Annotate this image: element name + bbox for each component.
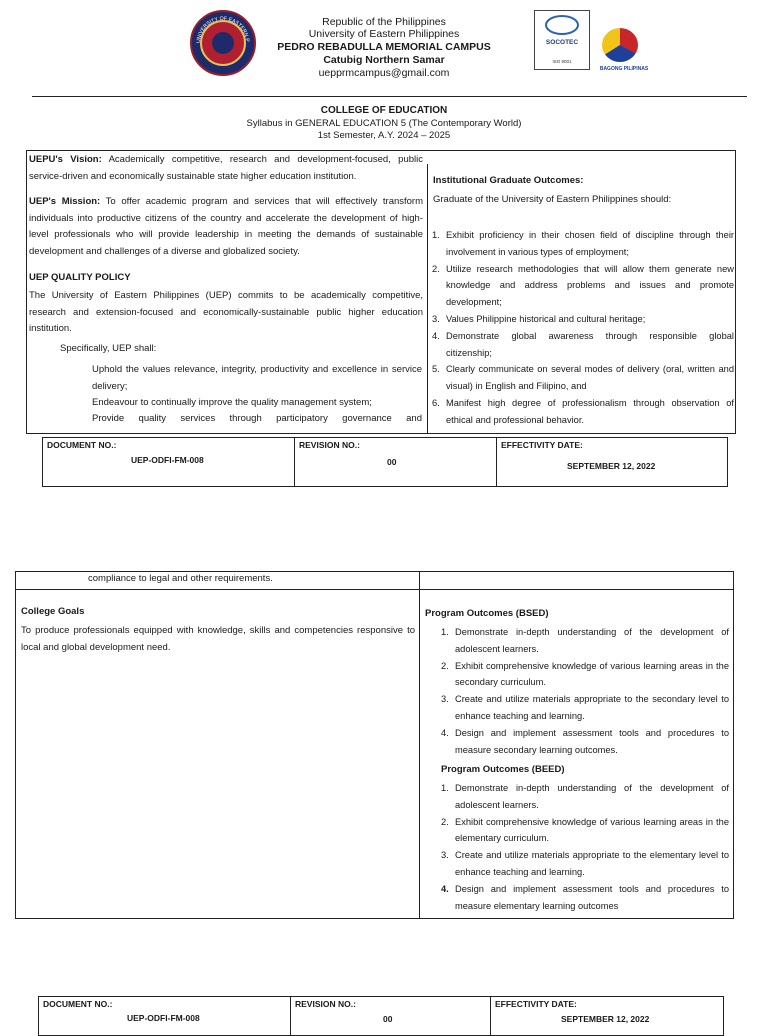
email-line: uepprmcampus@gmail.com xyxy=(318,67,450,79)
list-item: 4. Design and implement assessment tools and procedures to measure elementary learning outcomes xyxy=(441,883,729,911)
revision-cell xyxy=(291,997,491,1035)
list-item: 3. Create and utilize materials appropriate to the elementary level to enhance teaching and learning. xyxy=(441,850,729,877)
page1-footer xyxy=(42,437,728,487)
beed-title: Program Outcomes (BEED) xyxy=(441,764,565,775)
doc-no-value: UEP-ODFI-FM-008 xyxy=(127,1013,200,1023)
list-item: 1. Demonstrate in-depth understanding of the development of adolescent learners. xyxy=(441,627,729,654)
list-item: 5. Clearly communicate on several modes of delivery (oral, written and visual) in English and Filipino, and xyxy=(432,364,734,392)
vision-text: Academically competitive, research and development-focused, public service-driven and economically sustainable state higher education institution. xyxy=(29,154,423,182)
page2-row-divider xyxy=(15,589,734,590)
effectivity-cell xyxy=(491,997,725,1035)
list-item: 4. Demonstrate global awareness through responsible global citizenship; xyxy=(432,330,734,358)
republic-line: Republic of the Philippines xyxy=(322,16,446,28)
list-item: 2. Exhibit comprehensive knowledge of various learning areas in the secondary curriculum. xyxy=(441,660,729,688)
igo-intro: Graduate of the University of Eastern Philippines should: xyxy=(433,194,672,205)
bagong-pilipinas-label: BAGONG PILIPINAS xyxy=(599,66,649,72)
revision-cell xyxy=(295,438,497,486)
college-goals-text: To produce professionals equipped with knowledge, skills and competencies responsive to local and global development need. xyxy=(21,625,415,653)
college-goals-title: College Goals xyxy=(21,606,85,617)
mission-text: To offer academic program and services that will effectively transform individuals into productive citizens of the country and accelerate the development of high-level professionals who will provide leadership in meeting the demands of sustainable development and challenges of a diverse and globalized society. xyxy=(29,196,424,257)
shall-item-1: Uphold the values relevance, integrity, productivity and excellence in service delivery; xyxy=(92,364,422,392)
college-title: COLLEGE OF EDUCATION xyxy=(320,105,448,116)
beed-list xyxy=(441,780,729,914)
bsed-list xyxy=(441,624,729,758)
effectivity-value: SEPTEMBER 12, 2022 xyxy=(567,461,656,471)
quality-policy-text: The University of Eastern Philippines (UEP) commits to be academically competitive, research and extension-focused and economically-sustainable public higher education institution. xyxy=(29,290,423,334)
igo-title: Institutional Graduate Outcomes: xyxy=(433,175,584,186)
specifically-line: Specifically, UEP shall: xyxy=(60,343,157,354)
revision-value: 00 xyxy=(387,457,397,467)
iso-label: ISO 9001 xyxy=(552,59,572,64)
continuation-text: compliance to legal and other requirements. xyxy=(88,573,273,584)
location-line: Catubig Northern Samar xyxy=(323,54,445,66)
list-item: 2. Exhibit comprehensive knowledge of various learning areas in the elementary curriculum. xyxy=(441,816,729,844)
mission-label: UEP's Mission: xyxy=(29,196,101,207)
doc-no-label: DOCUMENT NO.: xyxy=(47,440,117,450)
list-item: 1. Demonstrate in-depth understanding of the development of adolescent learners. xyxy=(441,783,729,810)
header-divider xyxy=(32,96,747,97)
list-item: 3. Create and utilize materials appropriate to the secondary level to enhance teaching and learning. xyxy=(441,694,729,721)
vision-block xyxy=(29,152,423,185)
page2-column-divider xyxy=(419,571,420,919)
revision-label: REVISION NO.: xyxy=(295,999,356,1009)
doc-no-value: UEP-ODFI-FM-008 xyxy=(131,455,204,465)
igo-list xyxy=(432,227,734,429)
seal-text: UNIVERSITY OF EASTERN P xyxy=(195,15,251,44)
shall-item-3: Provide quality services through participatory governance and xyxy=(92,413,422,424)
campus-line: PEDRO REBADULLA MEMORIAL CAMPUS xyxy=(277,41,491,53)
list-item: 1. Exhibit proficiency in their chosen field of discipline through their involvement in various types of employment; xyxy=(432,230,734,257)
mission-block xyxy=(29,194,423,260)
effectivity-value: SEPTEMBER 12, 2022 xyxy=(561,1014,650,1024)
syllabus-title: Syllabus in GENERAL EDUCATION 5 (The Contemporary World) xyxy=(246,118,522,129)
quality-policy-title: UEP QUALITY POLICY xyxy=(29,272,131,283)
list-item: 2. Utilize research methodologies that will allow them generate new knowledge and address problems and issues and promote development; xyxy=(432,263,734,308)
effectivity-label: EFFECTIVITY DATE: xyxy=(501,440,583,450)
revision-value: 00 xyxy=(383,1014,393,1024)
vision-label: UEPU's Vision: xyxy=(29,154,102,165)
bagong-pilipinas-logo xyxy=(598,22,650,74)
semester-line: 1st Semester, A.Y. 2024 – 2025 xyxy=(317,130,451,141)
socotec-certification-logo xyxy=(534,10,590,70)
doc-no-cell xyxy=(43,438,295,486)
effectivity-cell xyxy=(497,438,729,486)
list-item: 4. Design and implement assessment tools and procedures to measure secondary learning outcomes. xyxy=(441,727,729,755)
page2-footer xyxy=(38,996,724,1036)
shall-item-2: Endeavour to continually improve the quality management system; xyxy=(92,397,372,408)
university-line: University of Eastern Philippines xyxy=(308,28,460,40)
page1-column-divider xyxy=(427,164,428,434)
doc-no-label: DOCUMENT NO.: xyxy=(43,999,113,1009)
revision-label: REVISION NO.: xyxy=(299,440,360,450)
doc-no-cell xyxy=(39,997,291,1035)
list-item: 6. Manifest high degree of professionalism through observation of ethical and professional behavior. xyxy=(432,397,734,425)
socotec-label: SOCOTEC xyxy=(545,39,579,46)
bsed-title: Program Outcomes (BSED) xyxy=(425,608,549,619)
effectivity-label: EFFECTIVITY DATE: xyxy=(495,999,577,1009)
list-item: 3. Values Philippine historical and cultural heritage; xyxy=(432,313,646,324)
